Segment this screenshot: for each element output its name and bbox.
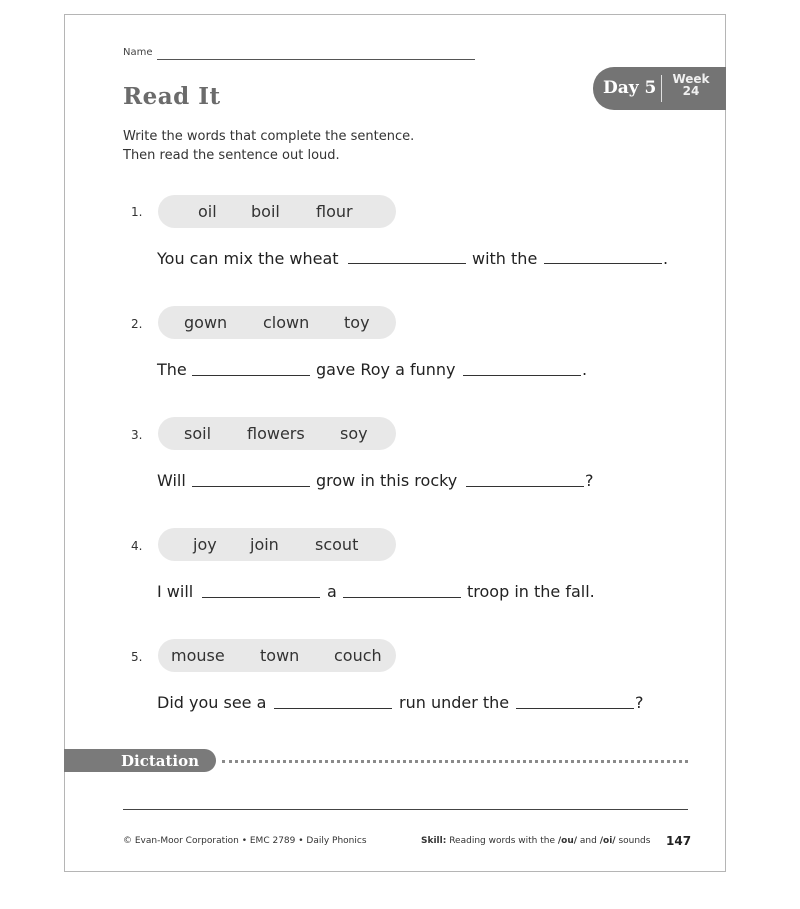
page-number: 147 [666,834,692,848]
footer-skill [421,836,650,846]
word-choice: scout [315,535,359,554]
sentence-text: troop in the fall. [467,582,595,601]
word-bank [158,306,396,339]
sentence-text: Will [157,471,186,490]
name-field[interactable] [157,59,475,60]
instruction-line-2: Then read the sentence out loud. [123,148,340,163]
skill-text-end: sounds [618,836,651,846]
day-week-tab [593,67,726,110]
word-choice: clown [263,313,310,332]
sentence-text: You can mix the wheat [157,249,339,268]
word-choice: toy [344,313,370,332]
answer-blank[interactable] [348,262,466,264]
question-number: 3. [131,428,143,442]
answer-blank[interactable] [463,374,581,376]
skill-text: Reading words with the [449,836,555,846]
worksheet-page [64,14,726,872]
sentence-text: I will [157,582,194,601]
answer-blank[interactable] [192,485,310,487]
word-choice: gown [184,313,228,332]
word-bank [158,639,396,672]
answer-blank[interactable] [274,707,392,709]
word-bank [158,528,396,561]
answer-blank[interactable] [343,596,461,598]
dotted-divider [222,760,688,763]
answer-blank[interactable] [192,374,310,376]
word-choice: soil [184,424,212,443]
skill-and: and [579,836,597,846]
sentence-text: . [582,360,588,379]
sentence-text: a [327,582,337,601]
sentence-text: run under the [399,693,510,712]
question-number: 2. [131,317,143,331]
day-label: Day 5 [603,78,657,98]
word-choice: boil [251,202,280,221]
answer-blank[interactable] [202,596,320,598]
week-number: 24 [682,84,700,98]
sentence-text: gave Roy a funny [316,360,456,379]
dictation-header [64,749,216,772]
word-choice: mouse [171,646,225,665]
skill-label: Skill: [421,836,447,846]
word-choice: joy [193,535,217,554]
sentence-text: ? [635,693,644,712]
answer-blank[interactable] [516,707,634,709]
question-number: 4. [131,539,143,553]
tab-divider [661,75,662,102]
question-number: 1. [131,205,143,219]
footer-copyright: © Evan-Moor Corporation • EMC 2789 • Daily Phonics [123,836,367,846]
week-label [667,73,715,97]
word-bank [158,195,396,228]
name-label: Name [123,47,153,58]
sentence-text: . [663,249,669,268]
sound-oi: /oi/ [599,836,616,846]
word-choice: couch [334,646,382,665]
word-choice: town [260,646,300,665]
sentence-text: The [157,360,187,379]
sentence-text: with the [472,249,538,268]
instruction-line-1: Write the words that complete the sentence. [123,129,415,144]
word-bank [158,417,396,450]
word-choice: flour [316,202,353,221]
sentence-text: grow in this rocky [316,471,458,490]
sentence-text: Did you see a [157,693,267,712]
sound-ou: /ou/ [557,836,578,846]
question-number: 5. [131,650,143,664]
word-choice: join [250,535,279,554]
answer-blank[interactable] [466,485,584,487]
week-word: Week [672,72,710,86]
word-choice: soy [340,424,368,443]
dictation-label: Dictation [121,752,200,770]
word-choice: flowers [247,424,305,443]
page-title: Read It [123,83,221,110]
dictation-writing-line[interactable] [123,809,688,810]
answer-blank[interactable] [544,262,662,264]
word-choice: oil [198,202,217,221]
sentence-text: ? [585,471,594,490]
